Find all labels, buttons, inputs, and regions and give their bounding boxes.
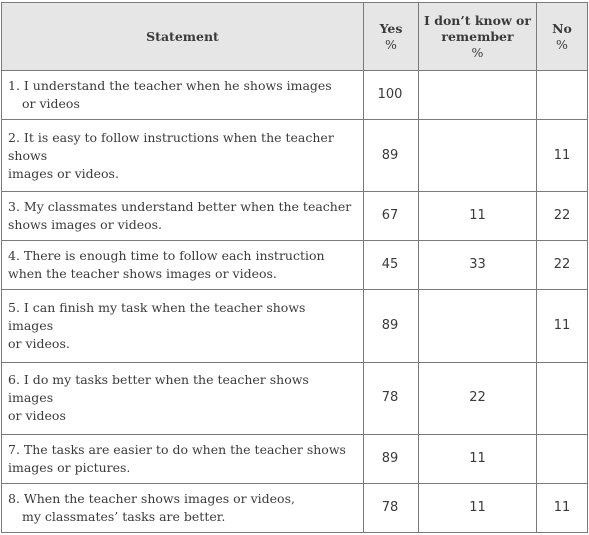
yes-cell: 78 [364, 362, 419, 435]
no-cell: 11 [537, 290, 588, 363]
statement-cell: 4. There is enough time to follow each instruction when the teacher shows images or videos. [2, 241, 364, 290]
dont-know-cell: 11 [419, 435, 537, 484]
no-cell: 11 [537, 119, 588, 192]
dont-know-cell [419, 290, 537, 363]
table-row [2, 484, 588, 533]
header-dont-know: I don’t know or remember % [419, 3, 537, 71]
no-cell [537, 435, 588, 484]
dont-know-cell: 22 [419, 362, 537, 435]
statement-cell: 2. It is easy to follow instructions when the teacher shows images or videos. [2, 119, 364, 192]
dont-know-cell: 11 [419, 192, 537, 241]
header-row [2, 3, 588, 71]
yes-cell: 89 [364, 435, 419, 484]
no-cell: 22 [537, 192, 588, 241]
table-row [2, 192, 588, 241]
table-row [2, 241, 588, 290]
statement-cell: 8. When the teacher shows images or videos, my classmates’ tasks are better. [2, 484, 364, 533]
yes-cell: 67 [364, 192, 419, 241]
header-statement: Statement [2, 3, 364, 71]
table-row [2, 435, 588, 484]
table-row [2, 71, 588, 120]
no-cell [537, 71, 588, 120]
table-row [2, 119, 588, 192]
dont-know-cell: 11 [419, 484, 537, 533]
dont-know-cell [419, 71, 537, 120]
no-cell [537, 362, 588, 435]
dont-know-cell: 33 [419, 241, 537, 290]
statement-cell: 7. The tasks are easier to do when the teacher shows images or pictures. [2, 435, 364, 484]
dont-know-cell [419, 119, 537, 192]
header-no-percent: % [556, 36, 568, 52]
yes-cell: 78 [364, 484, 419, 533]
yes-cell: 100 [364, 71, 419, 120]
survey-results-table [1, 2, 588, 533]
statement-cell: 3. My classmates understand better when the teacher shows images or videos. [2, 192, 364, 241]
statement-cell: 5. I can finish my task when the teacher shows images or videos. [2, 290, 364, 363]
header-yes-percent: % [385, 36, 397, 52]
yes-cell: 45 [364, 241, 419, 290]
no-cell: 11 [537, 484, 588, 533]
table-row [2, 290, 588, 363]
statement-cell: 1. I understand the teacher when he shows images or videos [2, 71, 364, 120]
statement-cell: 6. I do my tasks better when the teacher shows images or videos [2, 362, 364, 435]
yes-cell: 89 [364, 119, 419, 192]
no-cell: 22 [537, 241, 588, 290]
table-row [2, 362, 588, 435]
header-dont-know-percent: % [471, 44, 484, 60]
header-yes: Yes % [364, 3, 419, 71]
header-no: No % [537, 3, 588, 71]
yes-cell: 89 [364, 290, 419, 363]
